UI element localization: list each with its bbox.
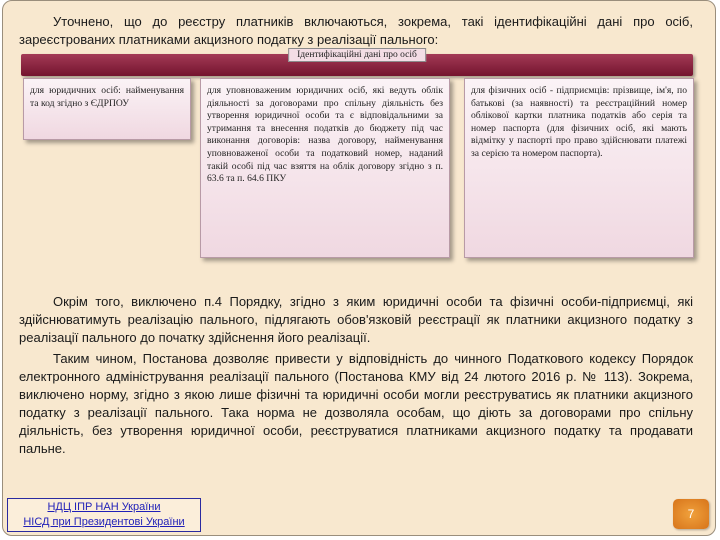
paragraph-2: Окрім того, виключено п.4 Порядку, згідно з яким юридичні особи та фізичні особи-підприємці, які здійснюватимуть реалізацію пального, підлягають обов'язковій реєстрації як платники акцизного податку з реалізації пального до початку здійснення його реалізації. <box>19 294 693 345</box>
intro-paragraph: Уточнено, що до реєстру платників включаються, зокрема, такі ідентифікаційні дані про осіб, зареєстрованих платниками акцизного податку з реалізації пального: <box>19 14 693 47</box>
footer-link-nisd[interactable]: НІСД при Президентові України <box>23 516 185 528</box>
legal-entities-box: для юридичних осіб: найменування та код згідно з ЄДРПОУ <box>23 78 191 140</box>
individual-entrepreneurs-box: для фізичних осіб - підприємців: прізвище, ім'я, по батькові (за наявності) та реєстраційний номер облікової картки платника податків або серія та номер паспорта (для фізичних осіб, які мають відмітку у паспорті про право здійснювати платежі за серією та номером паспорта). <box>464 78 694 258</box>
paragraph-3: Таким чином, Постанова дозволяє привести у відповідність до чинного Податкового кодексу Порядок електронного адміністрування реалізації пального (Постанова КМУ від 24 лютого 2016 р. № 113). Зокрема, виключено норму, згідно з якою лише фізичні та юридичні особи могли реєструватись як платники акцизного податку з реалізації пального. Така норма не дозволяла особам, що діють за договорами про спільну діяльність, без утворення юридичної особи, реєструватися платниками акцизного податку та продавати пальне. <box>19 351 693 456</box>
slide <box>2 0 716 536</box>
footer-link-ndc[interactable]: НДЦ ІПР НАН України <box>47 501 161 513</box>
joint-activity-box: для уповноваженим юридичних осіб, які ведуть облік діяльності за договорами про спільну діяльність без утворення юридичної особи та є відповідальними за утримання та внесення податків до бюджету під час виконання договорів: назва договору, найменування уповноваженої особи та податковий номер, наданий такій особі під час взяття на облік договору згідно з п. 63.6 та п. 64.6 ПКУ <box>200 78 450 258</box>
diagram-title: Ідентифікаційні дані про осіб <box>288 48 426 62</box>
diagram-header-bar <box>21 50 693 76</box>
page-number-badge: 7 <box>673 499 709 529</box>
footer-links <box>7 498 201 532</box>
